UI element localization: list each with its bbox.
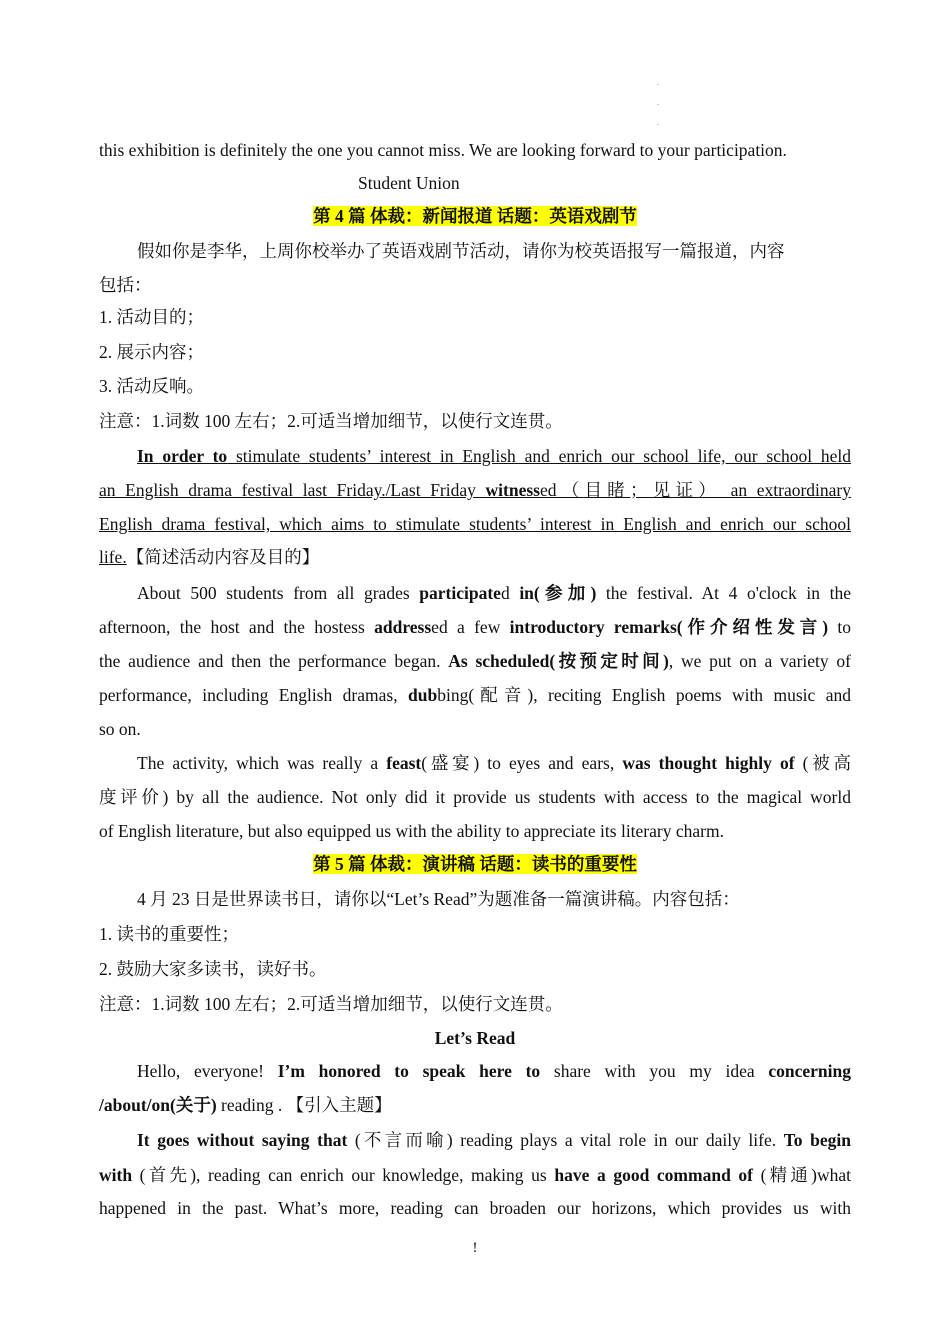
list-item: 2. 鼓励大家多读书，读好书。 — [99, 959, 327, 979]
section-4-heading — [99, 204, 851, 228]
annotation-tag: 【简述活动内容及目的】 — [126, 547, 320, 567]
essay-line: Hello, everyone! I’m honored to speak here to share with you my idea concerning — [137, 1061, 851, 1081]
essay-line: About 500 students from all grades participated in(参加) the festival. At 4 o'clock in the — [137, 583, 852, 603]
closing-sentence: this exhibition is definitely the one you cannot miss. We are looking forward to your participation. — [99, 140, 787, 160]
word-count-note: 注意：1.词数 100 左右；2.可适当增加细节，以使行文连贯。 — [99, 994, 563, 1014]
section-5-prompt: 4 月 23 日是世界读书日，请你以“Let’s Read”为题准备一篇演讲稿。内容包括： — [137, 889, 740, 909]
essay-line: English drama festival, which aims to stimulate students’ interest in English and enrich our school — [99, 514, 851, 534]
header-mark: . — [657, 117, 660, 127]
section-5-heading — [99, 852, 851, 876]
essay-line: the audience and then the performance began. As scheduled(按预定时间), we put on a variety of — [99, 651, 851, 671]
word-count-note: 注意：1.词数 100 左右；2.可适当增加细节，以使行文连贯。 — [99, 411, 563, 431]
essay-line: 度评价) by all the audience. Not only did it provide us students with access to the magical world — [99, 787, 851, 807]
header-mark: . — [657, 77, 660, 87]
essay-line: The activity, which was really a feast(盛宴) to eyes and ears, was thought highly of (被高 — [137, 753, 852, 773]
section-4-prompt-cont: 包括： — [99, 275, 152, 295]
list-item: 3. 活动反响。 — [99, 376, 204, 396]
essay-line: life.【简述活动内容及目的】 — [99, 547, 320, 567]
list-item: 2. 展示内容； — [99, 342, 204, 362]
section-5-title: 第 5 篇 体裁：演讲稿 话题：读书的重要性 — [313, 854, 637, 874]
essay-title: Let’s Read — [434, 1028, 516, 1048]
signature: Student Union — [358, 173, 460, 193]
essay-line: performance, including English dramas, dubbing(配音), reciting English poems with music and — [99, 685, 852, 705]
list-item: 1. 读书的重要性； — [99, 924, 239, 944]
section-4-title: 第 4 篇 体裁：新闻报道 话题：英语戏剧节 — [313, 206, 637, 226]
essay-line: /about/on(关于) reading . 【引入主题】 — [99, 1095, 392, 1115]
essay-line: afternoon, the host and the hostess addressed a few introductory remarks(作介绍性发言) to — [99, 617, 851, 637]
essay-line: happened in the past. What’s more, reading can broaden our horizons, which provides us with — [99, 1198, 851, 1218]
essay-line: It goes without saying that (不言而喻) reading plays a vital role in our daily life. To begin — [137, 1130, 851, 1150]
essay-line: an English drama festival last Friday./Last Friday witnessed（目睹；见证） an extraordinary — [99, 480, 852, 500]
list-item: 1. 活动目的； — [99, 307, 204, 327]
page-footer: ! — [472, 1240, 478, 1256]
section-4-prompt: 假如你是李华，上周你校举办了英语戏剧节活动，请你为校英语报写一篇报道，内容 — [137, 241, 785, 261]
header-mark: . — [657, 97, 660, 107]
essay-line: with (首先), reading can enrich our knowledge, making us have a good command of (精通)what — [99, 1165, 851, 1185]
essay-line: In order to stimulate students’ interest in English and enrich our school life, our school held — [137, 446, 851, 466]
essay-line: of English literature, but also equipped us with the ability to appreciate its literary charm. — [99, 821, 724, 841]
essay-line: so on. — [99, 719, 141, 739]
